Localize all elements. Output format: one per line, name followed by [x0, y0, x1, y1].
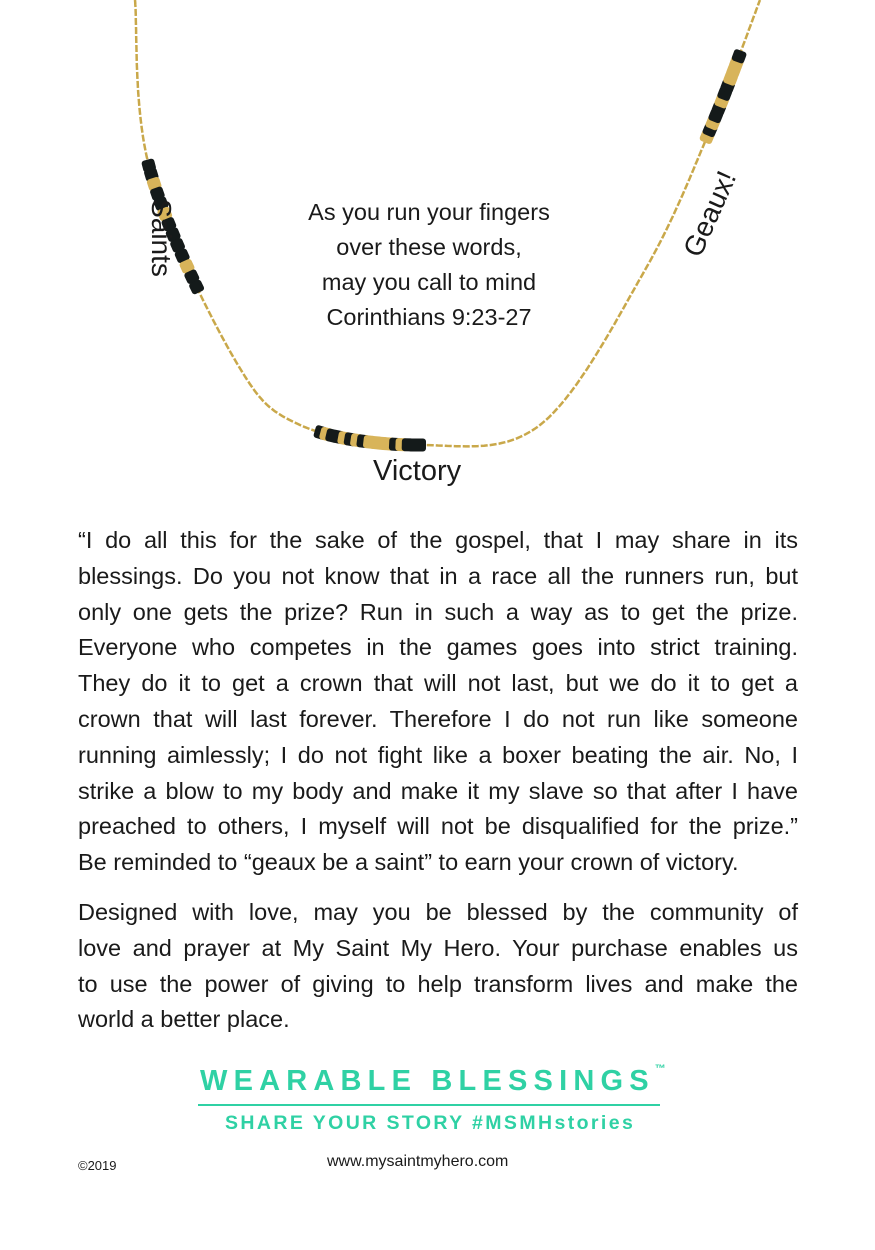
website-link[interactable]: www.mysaintmyhero.com [327, 1153, 509, 1170]
brand-name: WEARABLE BLESSINGS [200, 1065, 655, 1097]
intro-text [268, 195, 590, 335]
scripture-line: Everyone who competes in the games goes into strict training. [78, 634, 798, 661]
designed-line: to use the power of giving to help transform lives and make the [78, 970, 798, 997]
trademark-symbol: ™ [654, 1063, 666, 1075]
scripture-line: preached to others, I myself will not be disqualified for the prize.” [78, 813, 798, 840]
designed-with-love-paragraph [78, 895, 798, 1038]
designed-line: love and prayer at My Saint My Hero. Your purchase enables us [78, 934, 798, 961]
scripture-line: Be reminded to “geaux be a saint” to earn your crown of victory. [78, 849, 739, 876]
designed-line: world a better place. [78, 1006, 290, 1033]
tagline: SHARE YOUR STORY #MSMHstories [225, 1112, 636, 1134]
scripture-line: strike a blow to my body and make it my slave so that after I have [78, 777, 798, 804]
scripture-line: They do it to get a crown that will not last, but we do it to get a [78, 670, 798, 697]
scripture-quote [78, 523, 798, 881]
victory-label: Victory [373, 455, 462, 487]
scripture-line: crown that will last forever. Therefore I do not run like someone [78, 705, 798, 732]
geaux-label: Geaux! [677, 166, 743, 262]
intro-line: As you run your fingers [308, 199, 550, 225]
scripture-line: only one gets the prize? Run in such a way as to get the prize. [78, 598, 798, 625]
copyright: ©2019 [78, 1158, 117, 1173]
intro-line: Corinthians 9:23-27 [326, 304, 532, 330]
intro-line: may you call to mind [321, 269, 537, 295]
intro-line: over these words, [336, 234, 522, 260]
designed-line: Designed with love, may you be blessed by the community of [78, 899, 798, 925]
scripture-line: “I do all this for the sake of the gospel, that I may share in its [78, 527, 798, 553]
saints-label: Saints [145, 199, 177, 277]
brand-divider [198, 1104, 660, 1106]
scripture-line: blessings. Do you not know that in a race all the runners run, but [78, 562, 798, 589]
brand-title [200, 1065, 680, 1098]
dark-bead [414, 438, 426, 451]
scripture-line: running aimlessly; I do not fight like a boxer beating the air. No, I [78, 741, 798, 768]
